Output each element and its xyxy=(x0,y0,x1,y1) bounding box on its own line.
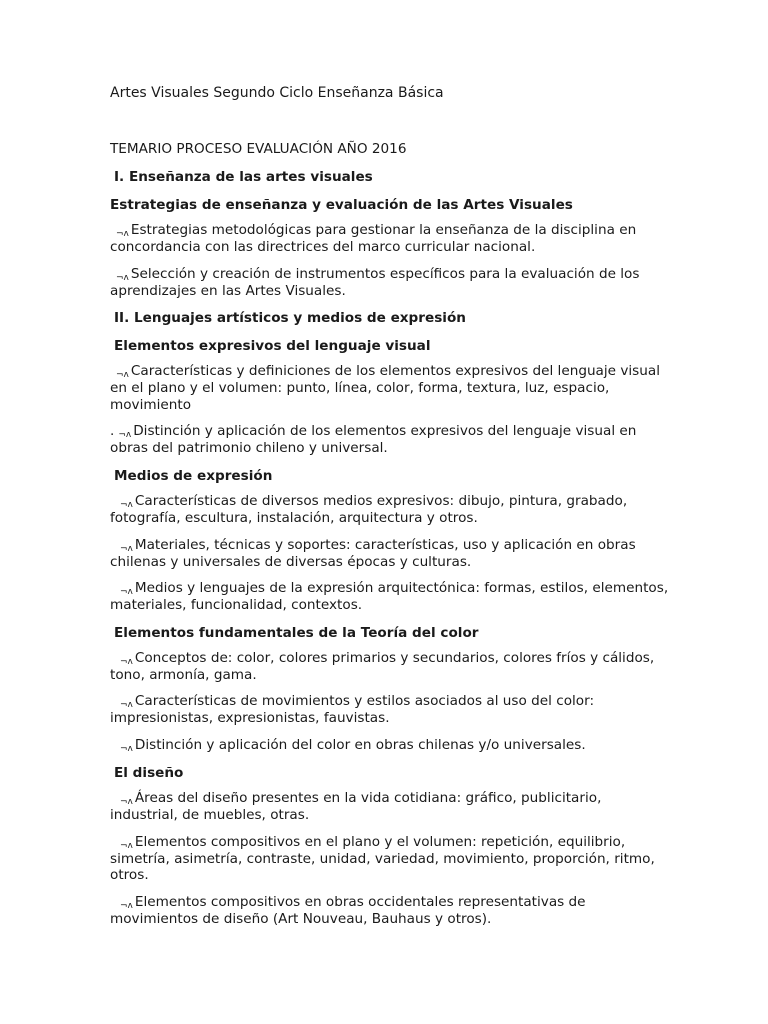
list-item xyxy=(110,650,670,684)
bullet-icon: ¬ʌ xyxy=(120,796,133,807)
list-item-text: Distinción y aplicación del color en obras chilenas y/o universales. xyxy=(134,736,586,753)
bullet-icon: ¬ʌ xyxy=(116,370,129,381)
list-item-text: Selección y creación de instrumentos específicos para la evaluación de los aprendizajes en las Artes Visuales. xyxy=(110,265,640,299)
list-item xyxy=(110,834,670,884)
list-item-text: Características de diversos medios expresivos: dibujo, pintura, grabado, fotografía, escultura, instalación, arquitectura y otros. xyxy=(110,492,628,526)
document-title: Artes Visuales Segundo Ciclo Enseñanza Básica xyxy=(110,85,444,101)
list-item-text: Elementos compositivos en el plano y el volumen: repetición, equilibrio, simetría, asimetría, contraste, unidad, variedad, movimiento, proporción, ritmo, otros. xyxy=(110,833,655,884)
section-heading-ensenanza: I. Enseñanza de las artes visuales xyxy=(114,169,373,185)
subheading-teoria-color: Elementos fundamentales de la Teoría del color xyxy=(114,624,479,641)
subheading-diseno: El diseño xyxy=(114,764,184,781)
list-item-text: Medios y lenguajes de la expresión arquitectónica: formas, estilos, elementos, materiales, funcionalidad, contextos. xyxy=(110,580,669,614)
list-item-text: Conceptos de: color, colores primarios y secundarios, colores fríos y cálidos, tono, armonía, gama. xyxy=(110,649,655,683)
bullet-icon: ¬ʌ xyxy=(116,272,129,283)
bullet-icon: ¬ʌ xyxy=(118,430,132,441)
list-item xyxy=(110,423,670,457)
list-item xyxy=(110,790,670,824)
bullet-icon: ¬ʌ xyxy=(120,743,133,754)
list-item xyxy=(110,737,670,754)
bullet-icon: ¬ʌ xyxy=(120,700,133,711)
list-item xyxy=(110,493,670,527)
subheading-medios-expresion: Medios de expresión xyxy=(114,467,273,484)
bullet-icon: ¬ʌ xyxy=(120,587,133,598)
list-item xyxy=(110,363,670,413)
list-item-text: Estrategias metodológicas para gestionar la enseñanza de la disciplina en concordancia con las directrices del marco curricular nacional. xyxy=(110,222,637,255)
bullet-icon: ¬ʌ xyxy=(120,900,133,911)
document-page xyxy=(110,84,670,927)
list-item xyxy=(110,693,670,727)
list-item-text: Materiales, técnicas y soportes: características, uso y aplicación en obras chilenas y universales de diversas épocas y culturas. xyxy=(110,536,636,570)
document-subtitle: TEMARIO PROCESO EVALUACIÓN AÑO 2016 xyxy=(110,141,407,157)
list-item xyxy=(110,266,670,300)
list-item xyxy=(110,537,670,571)
bullet-icon: ¬ʌ xyxy=(120,499,133,510)
section-heading-lenguajes: II. Lenguajes artísticos y medios de expresión xyxy=(114,310,466,327)
list-item-text: Características y definiciones de los elementos expresivos del lenguaje visual en el plano y el volumen: punto, línea, color, forma, textura, luz, espacio, movimiento xyxy=(110,363,660,413)
subheading-estrategias: Estrategias de enseñanza y evaluación de las Artes Visuales xyxy=(110,197,573,213)
bullet-icon: ¬ʌ xyxy=(120,656,133,667)
list-item xyxy=(110,894,670,928)
subheading-elementos-expresivos: Elementos expresivos del lenguaje visual xyxy=(114,338,431,355)
list-item-text: Elementos compositivos en obras occidentales representativas de movimientos de diseño (Art Nouveau, Bauhaus y otros). xyxy=(110,893,586,927)
bullet-icon: ¬ʌ xyxy=(116,229,129,239)
list-item xyxy=(110,580,670,614)
list-item xyxy=(110,222,670,256)
list-item-text: Características de movimientos y estilos asociados al uso del color: impresionistas, expresionistas, fauvistas. xyxy=(110,693,595,727)
item-prefix: . xyxy=(110,423,115,440)
bullet-icon: ¬ʌ xyxy=(120,840,133,851)
bullet-icon: ¬ʌ xyxy=(120,543,133,554)
list-item-text: Áreas del diseño presentes en la vida cotidiana: gráfico, publicitario, industrial, de muebles, otras. xyxy=(110,789,602,823)
list-item-text: Distinción y aplicación de los elementos expresivos del lenguaje visual en obras del patrimonio chileno y universal. xyxy=(110,423,637,457)
